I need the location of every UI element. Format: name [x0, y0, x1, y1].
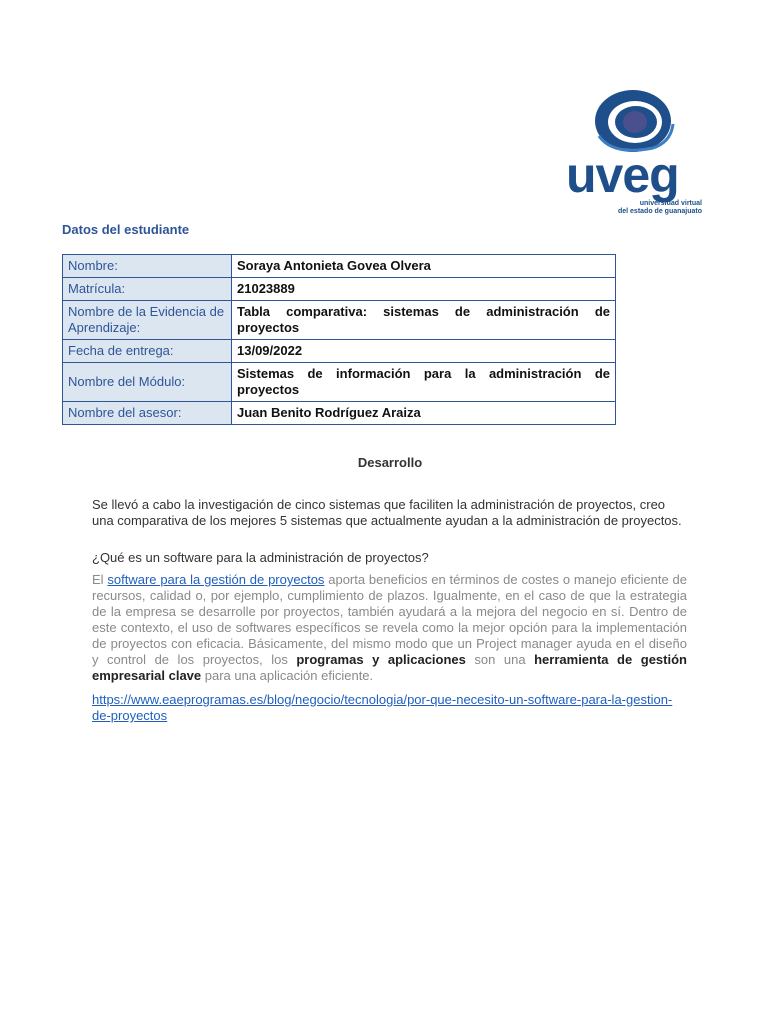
row-value: 13/09/2022 — [232, 340, 616, 363]
source-link-paragraph — [92, 692, 687, 724]
row-value: Sistemas de información para la administración de proyectos — [232, 363, 616, 402]
row-label: Nombre del asesor: — [63, 402, 232, 425]
row-value: Tabla comparativa: sistemas de administración de proyectos — [232, 301, 616, 340]
intro-paragraph: Se llevó a cabo la investigación de cinco sistemas que faciliten la administración de proyectos, creo una comparativa de los mejores 5 sistemas que actualmente ayudan a la administración de proyectos. — [92, 497, 682, 528]
table-row — [63, 363, 616, 402]
source-url-link[interactable]: https://www.eaeprogramas.es/blog/negocio/tecnologia/por-que-necesito-un-software-para-la-gestion-de-proyectos — [92, 692, 673, 723]
quote-text: son una — [465, 652, 535, 667]
quote-bold: programas y aplicaciones — [296, 652, 466, 667]
row-value: Soraya Antonieta Govea Olvera — [232, 255, 616, 278]
quote-bold: herramienta de gestión empresarial clave — [92, 652, 687, 683]
row-label: Matrícula: — [63, 278, 232, 301]
row-value: 21023889 — [232, 278, 616, 301]
section-title: Datos del estudiante — [62, 222, 190, 237]
quote-text: aporta beneficios en términos de costes o manejo eficiente de recursos, calidad o, por ejemplo, cumplimiento de plazos. Igualmente, en el caso de que la estrategia de la empresa se desarrolle por proyectos, también ayudará a la mejora del negocio en sí. Dentro de este contexto, el uso de softwares específicos se revela como la mejor opción para la implementación de proyectos con eficacia. Básicamente, del mismo modo que un Project manager ayuda en el diseño y control de los proyectos, los — [92, 572, 688, 667]
logo-text — [566, 147, 706, 216]
table-row — [63, 301, 616, 340]
question-paragraph: ¿Qué es un software para la administración de proyectos? — [92, 550, 429, 565]
row-label: Nombre: — [63, 255, 232, 278]
table-row — [63, 255, 616, 278]
logo-word: uveg — [566, 147, 679, 203]
development-heading: Desarrollo — [357, 455, 423, 470]
row-label: Fecha de entrega: — [63, 340, 232, 363]
row-label: Nombre del Módulo: — [63, 363, 232, 402]
logo-subtitle-1: universidad virtual — [639, 200, 702, 207]
row-value: Juan Benito Rodríguez Araiza — [232, 402, 616, 425]
quote-text: para una aplicación eficiente. — [201, 668, 374, 683]
row-label: Nombre de la Evidencia de Aprendizaje: — [63, 301, 232, 340]
logo-subtitle-2: del estado de guanajuato — [617, 208, 702, 215]
student-data-table — [62, 254, 616, 425]
table-row — [63, 340, 616, 363]
table-row — [63, 278, 616, 301]
quote-text: El — [92, 572, 108, 587]
quote-paragraph — [92, 572, 687, 684]
table-row — [63, 402, 616, 425]
software-link[interactable]: software para la gestión de proyectos — [107, 572, 325, 587]
